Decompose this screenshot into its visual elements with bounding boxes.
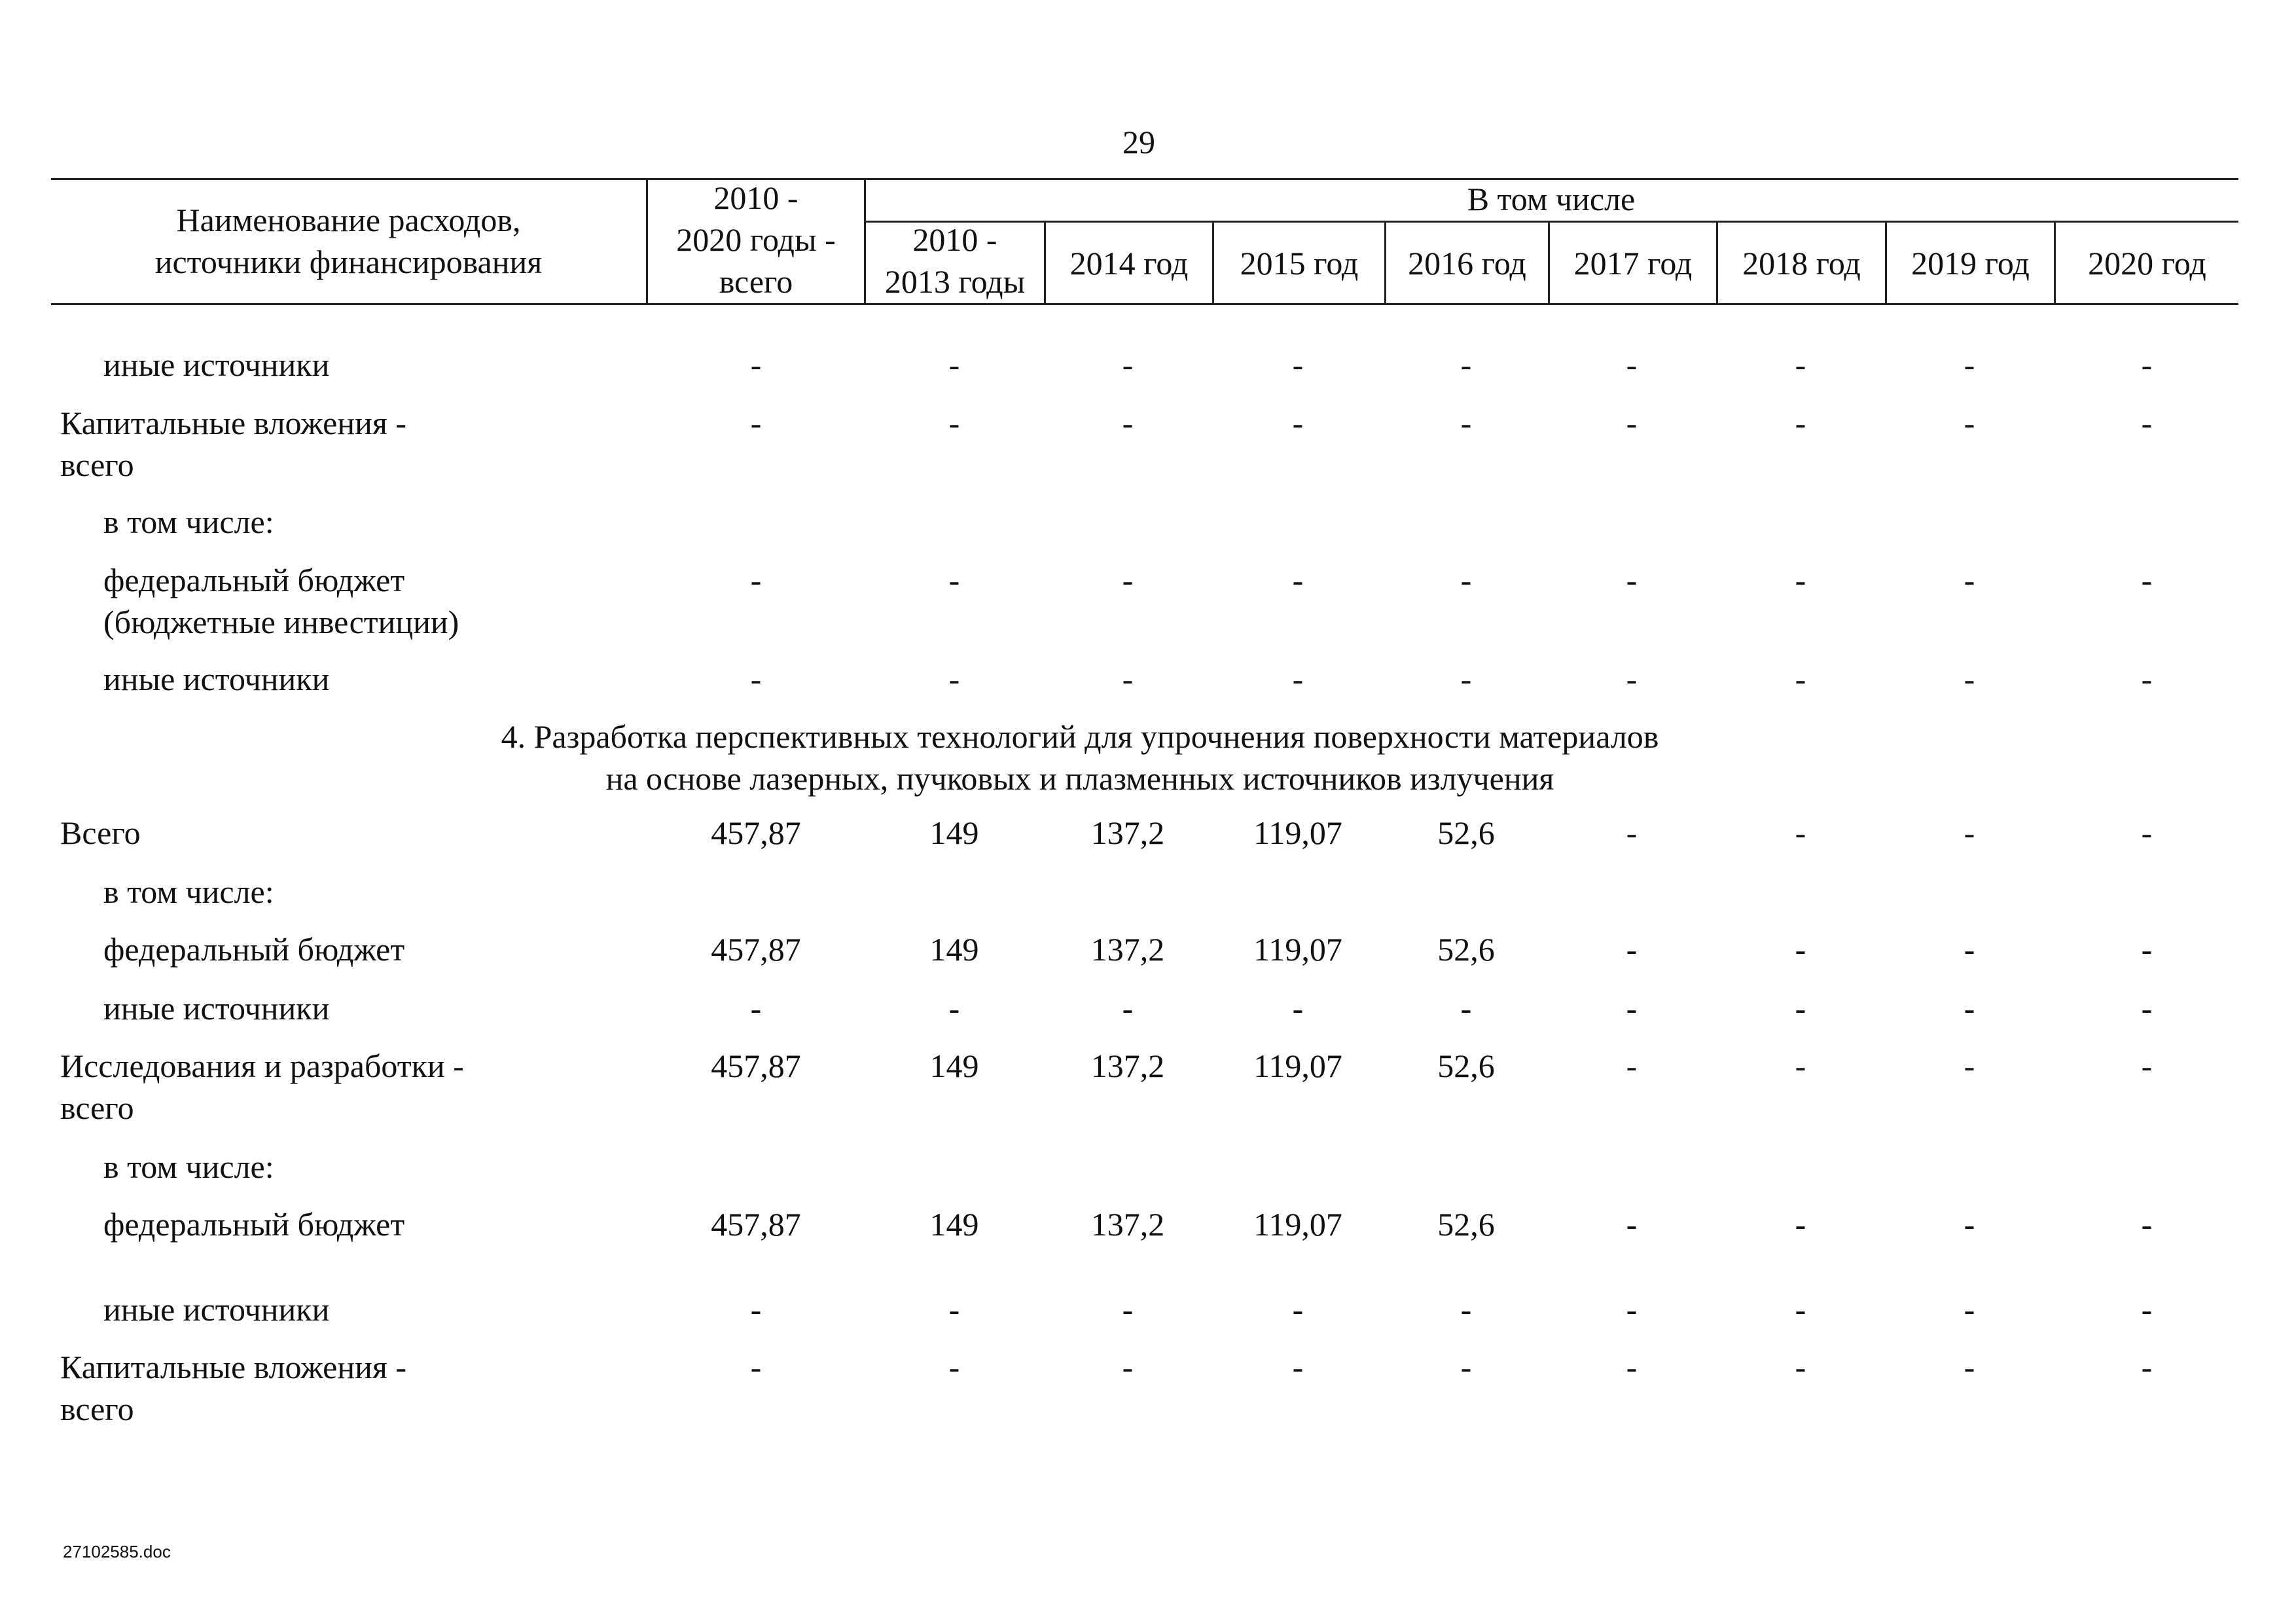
cell-value: - [1626, 562, 1638, 598]
cell-value: 52,6 [1437, 931, 1495, 968]
cell-value: - [1964, 931, 1975, 968]
cell-value: - [1292, 562, 1304, 598]
cell-value: - [1122, 562, 1134, 598]
cell-value: - [948, 1291, 960, 1328]
row-label-line2: всего [60, 447, 134, 483]
cell-value: - [1460, 405, 1472, 441]
subheader-border [864, 221, 2238, 223]
cell-value: - [1626, 990, 1638, 1027]
cell-value: - [1964, 1349, 1975, 1385]
header-year-2014: 2014 год [1069, 245, 1189, 282]
cell-value: - [1460, 1349, 1472, 1385]
cell-value: - [1964, 990, 1975, 1027]
cell-value: - [750, 1349, 762, 1385]
cell-value: - [1964, 814, 1975, 851]
cell-value: - [1626, 1048, 1638, 1084]
table-header-bottom-border [51, 303, 2238, 305]
cell-value: - [2141, 1048, 2153, 1084]
cell-value: - [948, 1349, 960, 1385]
cell-value: - [948, 562, 960, 598]
cell-value: - [1626, 1206, 1638, 1243]
row-label: иные источники [103, 1291, 330, 1328]
cell-value: - [1292, 405, 1304, 441]
row-label [60, 402, 406, 486]
cell-value: - [1460, 562, 1472, 598]
cell-value: - [1292, 1349, 1304, 1385]
cell-value: - [1795, 405, 1806, 441]
cell-value: - [1122, 346, 1134, 383]
row-label [60, 1346, 406, 1430]
cell-value: 149 [929, 931, 979, 968]
cell-value: - [2141, 1291, 2153, 1328]
cell-value: - [2141, 562, 2153, 598]
row-label: в том числе: [103, 873, 274, 910]
cell-value: - [1626, 814, 1638, 851]
cell-value: 457,87 [711, 1206, 801, 1243]
cell-value: - [2141, 814, 2153, 851]
cell-value: - [2141, 346, 2153, 383]
cell-value: - [750, 405, 762, 441]
cell-value: 149 [929, 814, 979, 851]
cell-value: 52,6 [1437, 814, 1495, 851]
cell-value: - [750, 1291, 762, 1328]
cell-value: - [2141, 405, 2153, 441]
cell-value: - [2141, 990, 2153, 1027]
cell-value: 137,2 [1090, 1206, 1165, 1243]
cell-value: - [2141, 661, 2153, 697]
cell-value: - [1964, 562, 1975, 598]
cell-value: - [1964, 661, 1975, 697]
header-year-2020: 2020 год [2088, 245, 2206, 282]
row-label: иные источники [103, 346, 330, 383]
cell-value: - [1626, 1349, 1638, 1385]
cell-value: 149 [929, 1048, 979, 1084]
cell-value: - [750, 990, 762, 1027]
row-label: федеральный бюджет [103, 931, 405, 968]
cell-value: - [1795, 661, 1806, 697]
cell-value: - [1626, 346, 1638, 383]
cell-value: 457,87 [711, 931, 801, 968]
cell-value: - [1292, 1291, 1304, 1328]
cell-value: - [1460, 661, 1472, 697]
header-2010-2013-line1: 2010 - [912, 221, 997, 258]
cell-value: - [1964, 346, 1975, 383]
cell-value: - [1795, 562, 1806, 598]
cell-value: 119,07 [1253, 931, 1342, 968]
header-name-column [51, 199, 646, 283]
header-name-line2: источники финансирования [154, 244, 543, 280]
cell-value: 137,2 [1090, 1048, 1165, 1084]
cell-value: 52,6 [1437, 1048, 1495, 1084]
cell-value: - [1795, 1349, 1806, 1385]
cell-value: - [2141, 931, 2153, 968]
cell-value: 149 [929, 1206, 979, 1243]
cell-value: - [1964, 1206, 1975, 1243]
header-year-2015: 2015 год [1240, 245, 1359, 282]
cell-value: - [1122, 661, 1134, 697]
row-label-line1: федеральный бюджет [103, 562, 405, 598]
cell-value: - [948, 346, 960, 383]
row-label-line1: Капитальные вложения - [60, 405, 407, 441]
cell-value: - [750, 346, 762, 383]
cell-value: - [948, 661, 960, 697]
cell-value: 119,07 [1253, 1206, 1342, 1243]
cell-value: - [1626, 405, 1638, 441]
cell-value: 137,2 [1090, 931, 1165, 968]
header-year-2016: 2016 год [1408, 245, 1526, 282]
row-label: иные источники [103, 990, 330, 1027]
header-including: В том числе [1467, 181, 1636, 217]
row-label: в том числе: [103, 503, 274, 540]
cell-value: - [1460, 1291, 1472, 1328]
header-year-2019: 2019 год [1911, 245, 2030, 282]
cell-value: - [1122, 405, 1134, 441]
cell-value: - [1292, 661, 1304, 697]
row-label-line1: Капитальные вложения - [60, 1349, 407, 1385]
cell-value: - [1795, 1048, 1806, 1084]
cell-value: 119,07 [1253, 814, 1342, 851]
row-label-line1: Исследования и разработки - [60, 1048, 464, 1084]
row-label [60, 1045, 464, 1129]
page-number: 29 [1122, 124, 1155, 160]
cell-value: 137,2 [1090, 814, 1165, 851]
cell-value: - [750, 562, 762, 598]
header-year-2017: 2017 год [1573, 245, 1693, 282]
cell-value: - [1795, 1206, 1806, 1243]
row-label [103, 559, 459, 643]
cell-value: - [1964, 405, 1975, 441]
cell-value: - [750, 661, 762, 697]
cell-value: - [2141, 1206, 2153, 1243]
section-4-title-line1: 4. Разработка перспективных технологий для упрочнения поверхности материалов [501, 718, 1659, 755]
cell-value: - [1795, 931, 1806, 968]
cell-value: - [1795, 346, 1806, 383]
section-4-title [458, 716, 1702, 799]
cell-value: - [1292, 346, 1304, 383]
cell-value: - [2141, 1349, 2153, 1385]
cell-value: 457,87 [711, 1048, 801, 1084]
row-label-line2: всего [60, 1391, 134, 1427]
cell-value: - [1122, 1291, 1134, 1328]
cell-value: 119,07 [1253, 1048, 1342, 1084]
cell-value: - [1292, 990, 1304, 1027]
header-total-column [648, 177, 864, 302]
header-2010-2013-line2: 2013 годы [884, 263, 1026, 300]
row-label: иные источники [103, 661, 330, 697]
section-4-title-line2: на основе лазерных, пучковых и плазменных источников излучения [605, 760, 1554, 797]
header-total-line2: 2020 годы - [676, 221, 836, 258]
cell-value: - [1460, 990, 1472, 1027]
cell-value: - [1795, 814, 1806, 851]
header-total-line3: всего [719, 263, 793, 300]
cell-value: - [1964, 1048, 1975, 1084]
cell-value: - [948, 405, 960, 441]
row-label: в том числе: [103, 1148, 274, 1185]
header-total-line1: 2010 - [713, 179, 798, 216]
row-label-line2: всего [60, 1089, 134, 1126]
cell-value: - [1460, 346, 1472, 383]
cell-value: - [948, 990, 960, 1027]
row-label-line2: (бюджетные инвестиции) [103, 604, 459, 640]
cell-value: - [1795, 1291, 1806, 1328]
row-label: Всего [60, 814, 141, 851]
cell-value: - [1626, 931, 1638, 968]
cell-value: - [1795, 990, 1806, 1027]
cell-value: - [1122, 990, 1134, 1027]
cell-value: 52,6 [1437, 1206, 1495, 1243]
header-name-line1: Наименование расходов, [176, 202, 521, 238]
cell-value: - [1122, 1349, 1134, 1385]
document-filename: 27102585.doc [63, 1542, 171, 1561]
cell-value: 457,87 [711, 814, 801, 851]
cell-value: - [1626, 661, 1638, 697]
row-label: федеральный бюджет [103, 1206, 405, 1243]
header-2010-2013 [866, 219, 1044, 302]
cell-value: - [1964, 1291, 1975, 1328]
cell-value: - [1626, 1291, 1638, 1328]
header-year-2018: 2018 год [1742, 245, 1861, 282]
